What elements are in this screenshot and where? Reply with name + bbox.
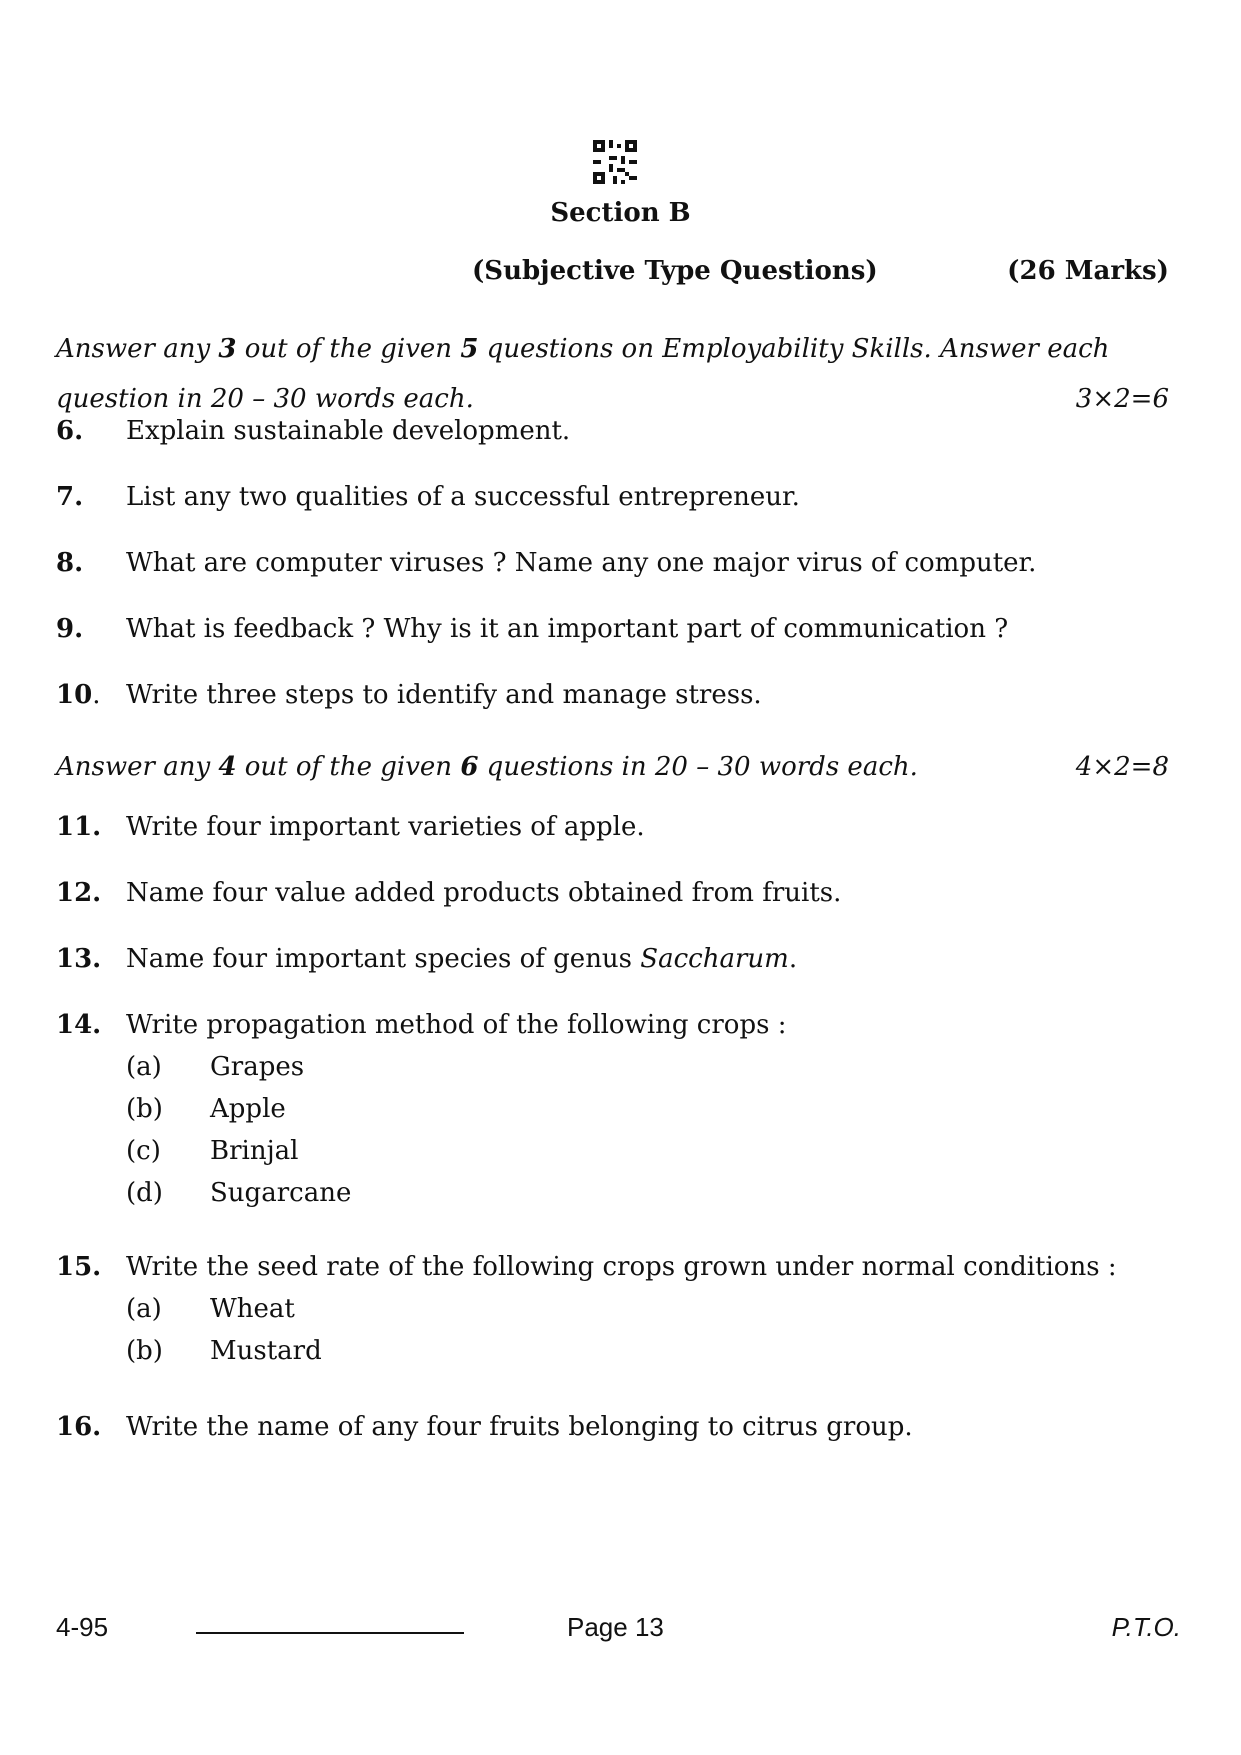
option-label: (a) (126, 1052, 162, 1082)
total-marks: (26 Marks) (1007, 256, 1169, 286)
instruction-line-1: Answer any 4 out of the given 6 questions in 20 – 30 words each. (56, 752, 918, 782)
question-number: 8. (56, 548, 84, 578)
option-value: Apple (210, 1094, 286, 1124)
option-label: (c) (126, 1136, 161, 1166)
question-text: Name four value added products obtained from fruits. (126, 878, 842, 908)
question-number: 9. (56, 614, 84, 644)
question-text: Write three steps to identify and manage stress. (126, 680, 762, 710)
question-number: 13. (56, 944, 102, 974)
question-number: 12. (56, 878, 102, 908)
footer-rule (196, 1632, 464, 1634)
question-text: List any two qualities of a successful entrepreneur. (126, 482, 800, 512)
question-text: Write the seed rate of the following crops grown under normal conditions : (126, 1252, 1117, 1282)
option-label: (b) (126, 1094, 163, 1124)
instruction-line-1: Answer any 3 out of the given 5 questions on Employability Skills. Answer each (56, 334, 1110, 364)
question-text: Name four important species of genus Saccharum. (126, 944, 798, 974)
section-title: Section B (550, 198, 691, 228)
option-value: Wheat (210, 1294, 295, 1324)
option-value: Mustard (210, 1336, 322, 1366)
question-text: Write the name of any four fruits belonging to citrus group. (126, 1412, 913, 1442)
option-label: (d) (126, 1178, 163, 1208)
marks-allocation: 4×2=8 (1075, 752, 1169, 782)
option-value: Grapes (210, 1052, 305, 1082)
page-footer (0, 1612, 1241, 1652)
question-text: Write propagation method of the following crops : (126, 1010, 787, 1040)
please-turn-over: P.T.O. (1111, 1612, 1181, 1642)
page-number: Page 13 (567, 1612, 664, 1642)
question-number: 11. (56, 812, 102, 842)
option-value: Sugarcane (210, 1178, 352, 1208)
section-subtitle: (Subjective Type Questions) (472, 256, 878, 286)
qr-code-icon (593, 140, 637, 184)
marks-allocation: 3×2=6 (1075, 384, 1169, 414)
option-label: (a) (126, 1294, 162, 1324)
instruction-general (56, 742, 1169, 792)
question-text: What is feedback ? Why is it an important part of communication ? (126, 614, 1009, 644)
question-text: Write four important varieties of apple. (126, 812, 645, 842)
option-label: (b) (126, 1336, 163, 1366)
question-number: 14. (56, 1010, 102, 1040)
question-number: 15. (56, 1252, 102, 1282)
question-number: 10. (56, 680, 101, 710)
question-number: 16. (56, 1412, 102, 1442)
question-text: Explain sustainable development. (126, 416, 571, 446)
paper-code: 4-95 (56, 1612, 109, 1642)
instruction-employability (56, 324, 1169, 424)
question-number: 6. (56, 416, 84, 446)
option-value: Brinjal (210, 1136, 299, 1166)
question-text: What are computer viruses ? Name any one major virus of computer. (126, 548, 1037, 578)
question-number: 7. (56, 482, 84, 512)
instruction-line-2: question in 20 – 30 words each. (56, 384, 474, 414)
